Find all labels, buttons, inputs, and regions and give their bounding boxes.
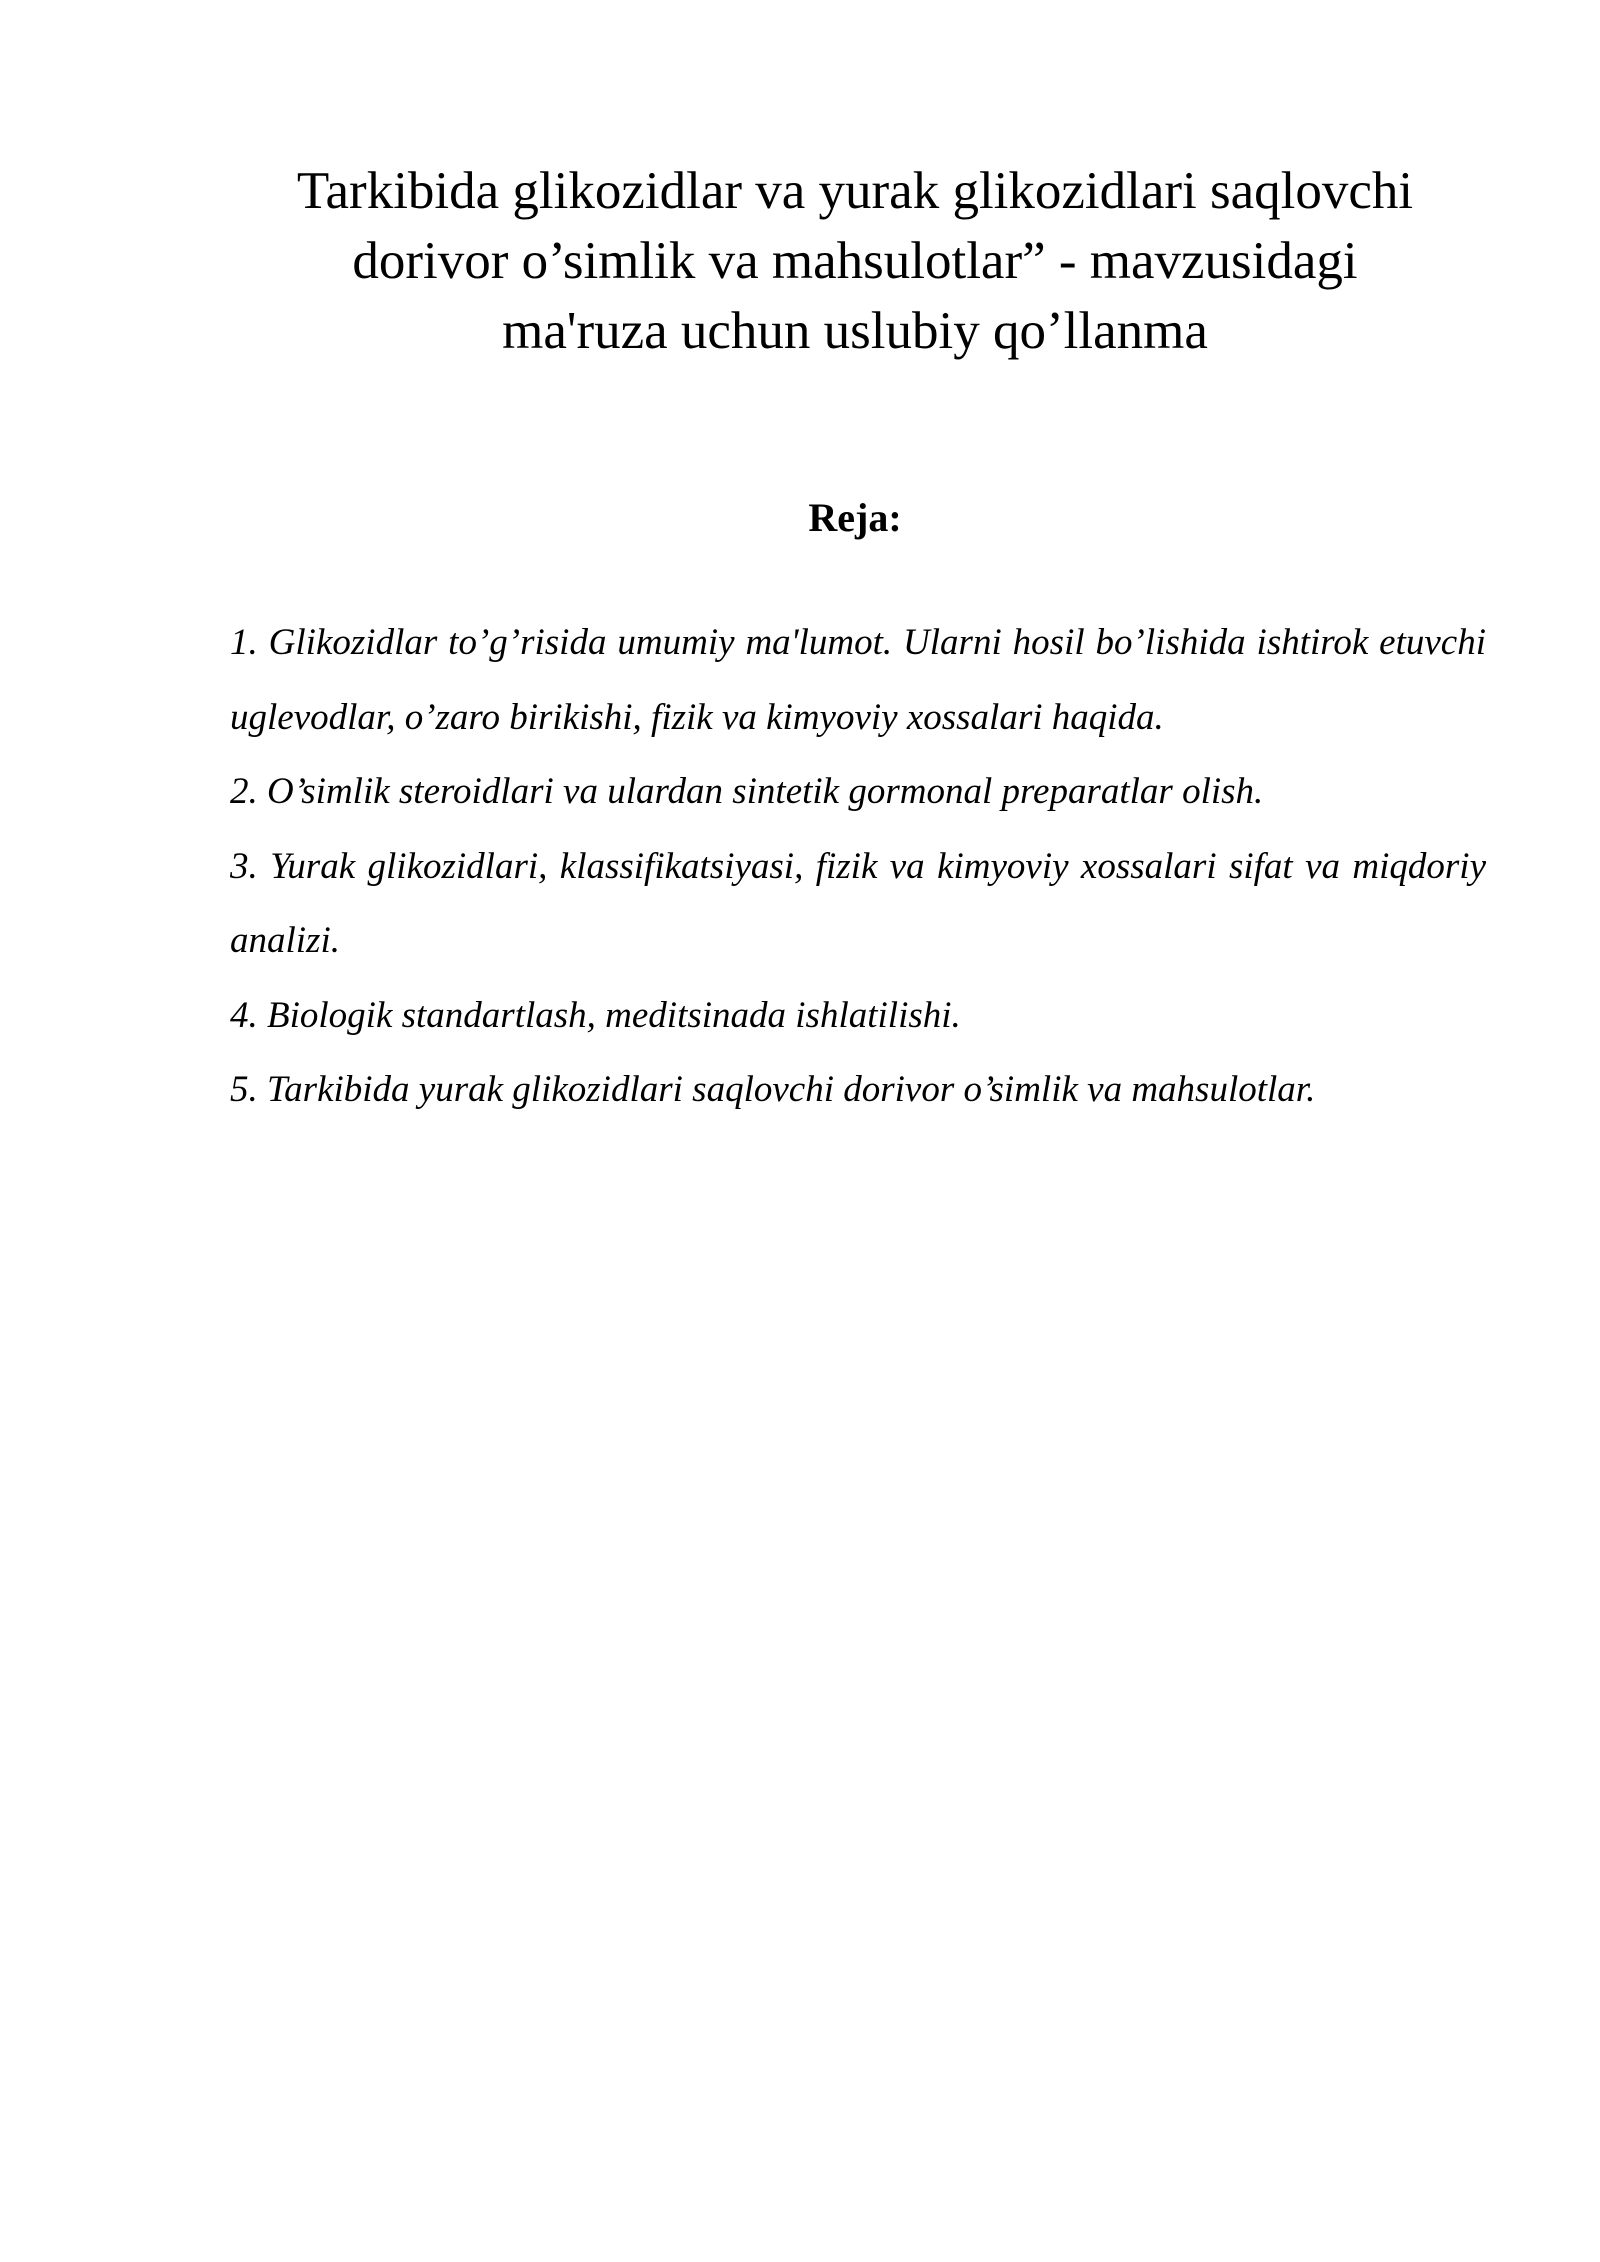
title-line: ma'ruza uchun uslubiy qo’llanma: [502, 302, 1208, 360]
plan-item: 2. O’simlik steroidlari va ulardan sintetik gormonal preparatlar olish.: [230, 771, 1264, 812]
document-title: [200, 156, 1510, 366]
plan-list: [230, 606, 1486, 1128]
plan-item: 1. Glikozidlar to’g’risida umumiy ma'lumot. Ularni hosil bo’lishida ishtirok etuvchi uglevodlar, o’zaro birikishi, fizik va kimyoviy xossalari haqida.: [230, 622, 1486, 738]
plan-item: 4. Biologik standartlash, meditsinada ishlatilishi.: [230, 994, 961, 1036]
title-line: Tarkibida glikozidlar va yurak glikozidlari saqlovchi: [296, 162, 1414, 220]
title-line: dorivor o’simlik va mahsulotlar” - mavzusidagi: [352, 232, 1358, 290]
plan-heading: Reja:: [808, 495, 902, 540]
plan-item: 5. Tarkibida yurak glikozidlari saqlovchi dorivor o’simlik va mahsulotlar.: [230, 1069, 1316, 1110]
plan-item: 3. Yurak glikozidlari, klassifikatsiyasi, fizik va kimyoviy xossalari sifat va miqdoriy analizi.: [230, 845, 1486, 961]
